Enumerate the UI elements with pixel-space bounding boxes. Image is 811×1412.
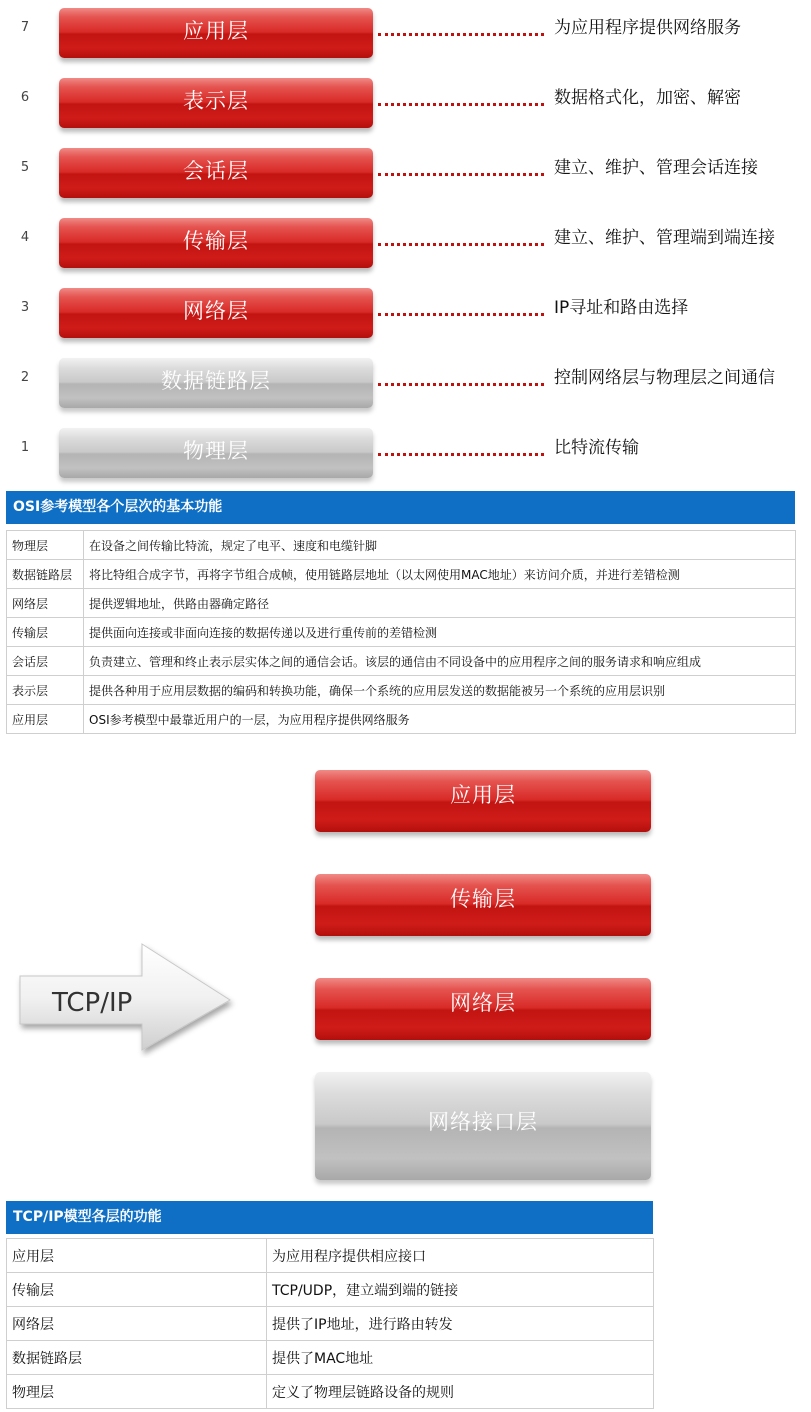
table-cell-layer: 网络层 [7, 589, 84, 618]
table-cell-function: 负责建立、管理和终止表示层实体之间的通信会话。该层的通信由不同设备中的应用程序之间的服务请求和响应组成 [84, 647, 796, 676]
layer-number: 7 [20, 20, 30, 35]
layer-number: 6 [20, 90, 30, 105]
table-cell-function: 提供了IP地址，进行路由转发 [267, 1307, 654, 1341]
layer-number: 4 [20, 230, 30, 245]
osi-layer-row [0, 142, 811, 202]
layer-description: 数据格式化，加密、解密 [554, 88, 741, 108]
table-row [7, 647, 796, 676]
layer-description: 比特流传输 [554, 438, 639, 458]
table-cell-layer: 应用层 [7, 1239, 267, 1273]
table-cell-layer: 表示层 [7, 676, 84, 705]
osi-layer-bar: 应用层 [59, 8, 373, 58]
table-row [7, 1307, 654, 1341]
tcpip-layer-bar: 网络层 [315, 978, 651, 1040]
tcpip-layer-bar: 应用层 [315, 770, 651, 832]
table-cell-layer: 传输层 [7, 618, 84, 647]
osi-layer-row [0, 422, 811, 482]
table-cell-function: 将比特组合成字节，再将字节组合成帧，使用链路层地址（以太网使用MAC地址）来访问介质，并进行差错检测 [84, 560, 796, 589]
tcpip-function-table [6, 1238, 654, 1409]
layer-number: 2 [20, 370, 30, 385]
osi-layer-row [0, 352, 811, 412]
table-cell-function: 提供了MAC地址 [267, 1341, 654, 1375]
table-cell-layer: 物理层 [7, 531, 84, 560]
table-cell-layer: 数据链路层 [7, 1341, 267, 1375]
dotted-connector [378, 103, 544, 106]
osi-layer-bar: 表示层 [59, 78, 373, 128]
table-row [7, 705, 796, 734]
osi-table-title: OSI参考模型各个层次的基本功能 [6, 491, 795, 524]
table-row [7, 589, 796, 618]
osi-layer-bar: 物理层 [59, 428, 373, 478]
layer-number: 5 [20, 160, 30, 175]
dotted-connector [378, 453, 544, 456]
table-row [7, 1375, 654, 1409]
dotted-connector [378, 33, 544, 36]
table-cell-layer: 物理层 [7, 1375, 267, 1409]
table-row [7, 1341, 654, 1375]
osi-layer-bar: 会话层 [59, 148, 373, 198]
osi-layer-bar: 传输层 [59, 218, 373, 268]
table-cell-function: 提供各种用于应用层数据的编码和转换功能，确保一个系统的应用层发送的数据能被另一个系统的应用层识别 [84, 676, 796, 705]
table-cell-function: 在设备之间传输比特流，规定了电平、速度和电缆针脚 [84, 531, 796, 560]
layer-description: 建立、维护、管理会话连接 [554, 158, 758, 178]
table-row [7, 618, 796, 647]
osi-layer-bar: 网络层 [59, 288, 373, 338]
dotted-connector [378, 313, 544, 316]
layer-description: 控制网络层与物理层之间通信 [554, 368, 775, 388]
table-cell-function: 定义了物理层链路设备的规则 [267, 1375, 654, 1409]
tcpip-layer-bar: 传输层 [315, 874, 651, 936]
table-cell-function: 提供逻辑地址，供路由器确定路径 [84, 589, 796, 618]
dotted-connector [378, 243, 544, 246]
tcpip-layer-bar: 网络接口层 [315, 1072, 651, 1180]
table-row [7, 1273, 654, 1307]
layer-description: 建立、维护、管理端到端连接 [554, 228, 775, 248]
table-cell-layer: 会话层 [7, 647, 84, 676]
table-row [7, 560, 796, 589]
dotted-connector [378, 383, 544, 386]
table-cell-function: OSI参考模型中最靠近用户的一层，为应用程序提供网络服务 [84, 705, 796, 734]
table-cell-layer: 传输层 [7, 1273, 267, 1307]
osi-layer-row [0, 212, 811, 272]
layer-number: 1 [20, 440, 30, 455]
table-cell-function: 为应用程序提供相应接口 [267, 1239, 654, 1273]
osi-layer-row [0, 72, 811, 132]
tcp-table-title: TCP/IP模型各层的功能 [6, 1201, 653, 1234]
table-row [7, 531, 796, 560]
osi-layer-row [0, 282, 811, 342]
tcpip-arrow-label: TCP/IP [52, 988, 133, 1018]
osi-layer-row [0, 2, 811, 62]
dotted-connector [378, 173, 544, 176]
table-row [7, 1239, 654, 1273]
table-cell-function: TCP/UDP，建立端到端的链接 [267, 1273, 654, 1307]
table-row [7, 676, 796, 705]
table-cell-layer: 网络层 [7, 1307, 267, 1341]
osi-function-table [6, 530, 796, 734]
table-cell-layer: 数据链路层 [7, 560, 84, 589]
layer-number: 3 [20, 300, 30, 315]
layer-description: 为应用程序提供网络服务 [554, 18, 741, 38]
osi-layer-bar: 数据链路层 [59, 358, 373, 408]
layer-description: IP寻址和路由选择 [554, 298, 689, 318]
table-cell-function: 提供面向连接或非面向连接的数据传递以及进行重传前的差错检测 [84, 618, 796, 647]
table-cell-layer: 应用层 [7, 705, 84, 734]
